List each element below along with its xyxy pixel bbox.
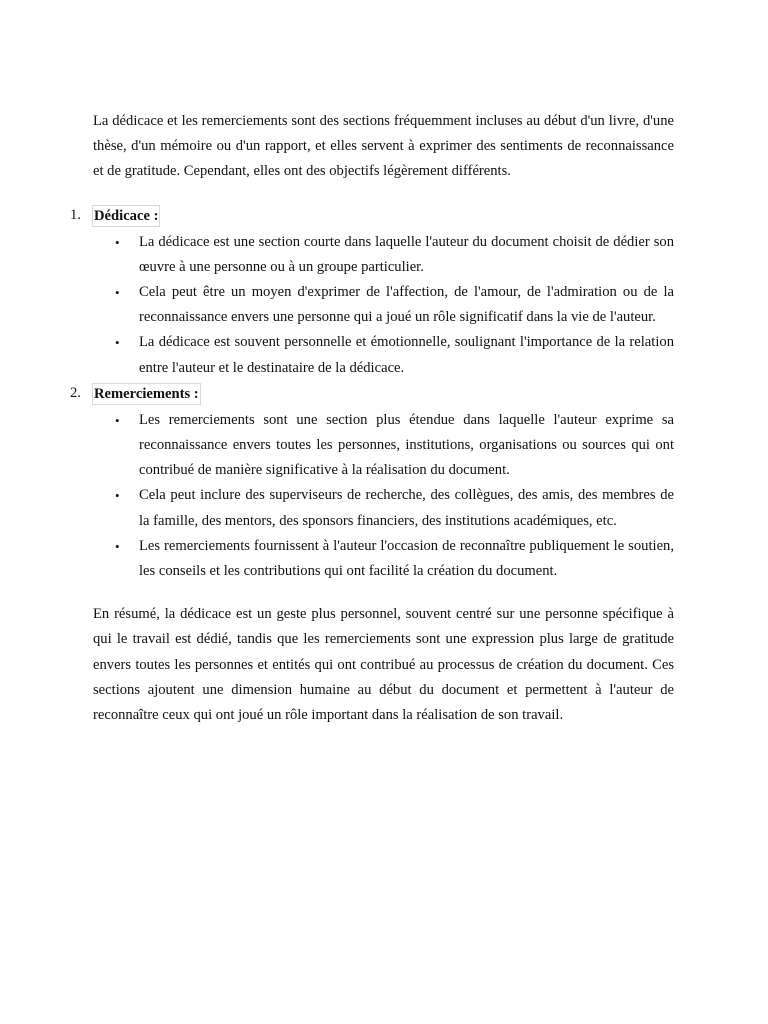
bullet-text: Les remerciements sont une section plus étendue dans laquelle l'auteur exprime sa reconnaissance envers toutes les personnes, institutions, organisations ou sources qui ont contribué de manière significative à la réalisation du document. [139,411,674,479]
section-number: 2. [70,384,81,401]
list-item [93,408,674,484]
list-item [93,280,674,330]
list-item [93,230,674,280]
bullet-text: Cela peut inclure des superviseurs de recherche, des collègues, des amis, des membres de la famille, des mentors, des sponsors financiers, des institutions académiques, etc. [139,487,674,529]
bullet-text: Les remerciements fournissent à l'auteur l'occasion de reconnaître publiquement le soutien, les conseils et les contributions qui ont facilité la création du document. [139,537,674,580]
bullet-icon: • [115,538,120,554]
bullet-icon: • [115,285,120,301]
bullet-text: La dédicace est une section courte dans laquelle l'auteur du document choisit de dédier son œuvre à une personne ou à un groupe particulier. [139,233,674,275]
bullet-icon: • [115,335,120,351]
bullet-text: La dédicace est souvent personnelle et émotionnelle, soulignant l'importance de la relation entre l'auteur et le destinataire de la dédicace. [139,334,674,376]
section-number: 1. [70,206,81,223]
section-dedicace [70,203,674,381]
bullet-icon: • [115,488,120,504]
bullet-text: Cela peut être un moyen d'exprimer de l'affection, de l'amour, de l'admiration ou de la reconnaissance envers une personne qui a joué un rôle significatif dans la vie de l'auteur. [139,284,674,326]
list-item [93,330,674,380]
list-item [93,534,674,584]
section-remerciements [70,381,674,584]
sections-list [70,203,674,585]
intro-paragraph: La dédicace et les remerciements sont des sections fréquemment incluses au début d'un livre, d'une thèse, d'un mémoire ou d'un rapport, et elles servent à exprimer des sentiments de reconnaissance et de gratitude. Cependant, elles ont des objectifs légèrement différents. [93,113,674,180]
section-heading-remerciements: Remerciements : [92,383,201,405]
document-page [70,109,674,728]
dedicace-bullets [93,230,674,381]
conclusion-paragraph: En résumé, la dédicace est un geste plus personnel, souvent centré sur une personne spécifique à qui le travail est dédié, tandis que les remerciements sont une expression plus large de gratitude envers toutes les personnes et entités qui ont contribué au processus de création du document. Ces sections ajoutent une dimension humaine au début du document et permettent à l'auteur de reconnaître ceux qui ont joué un rôle important dans la réalisation de son travail. [93,606,674,724]
list-item [93,483,674,533]
section-heading-dedicace: Dédicace : [92,205,160,227]
remerciements-bullets [93,408,674,584]
bullet-icon: • [115,412,120,428]
bullet-icon: • [115,234,120,250]
